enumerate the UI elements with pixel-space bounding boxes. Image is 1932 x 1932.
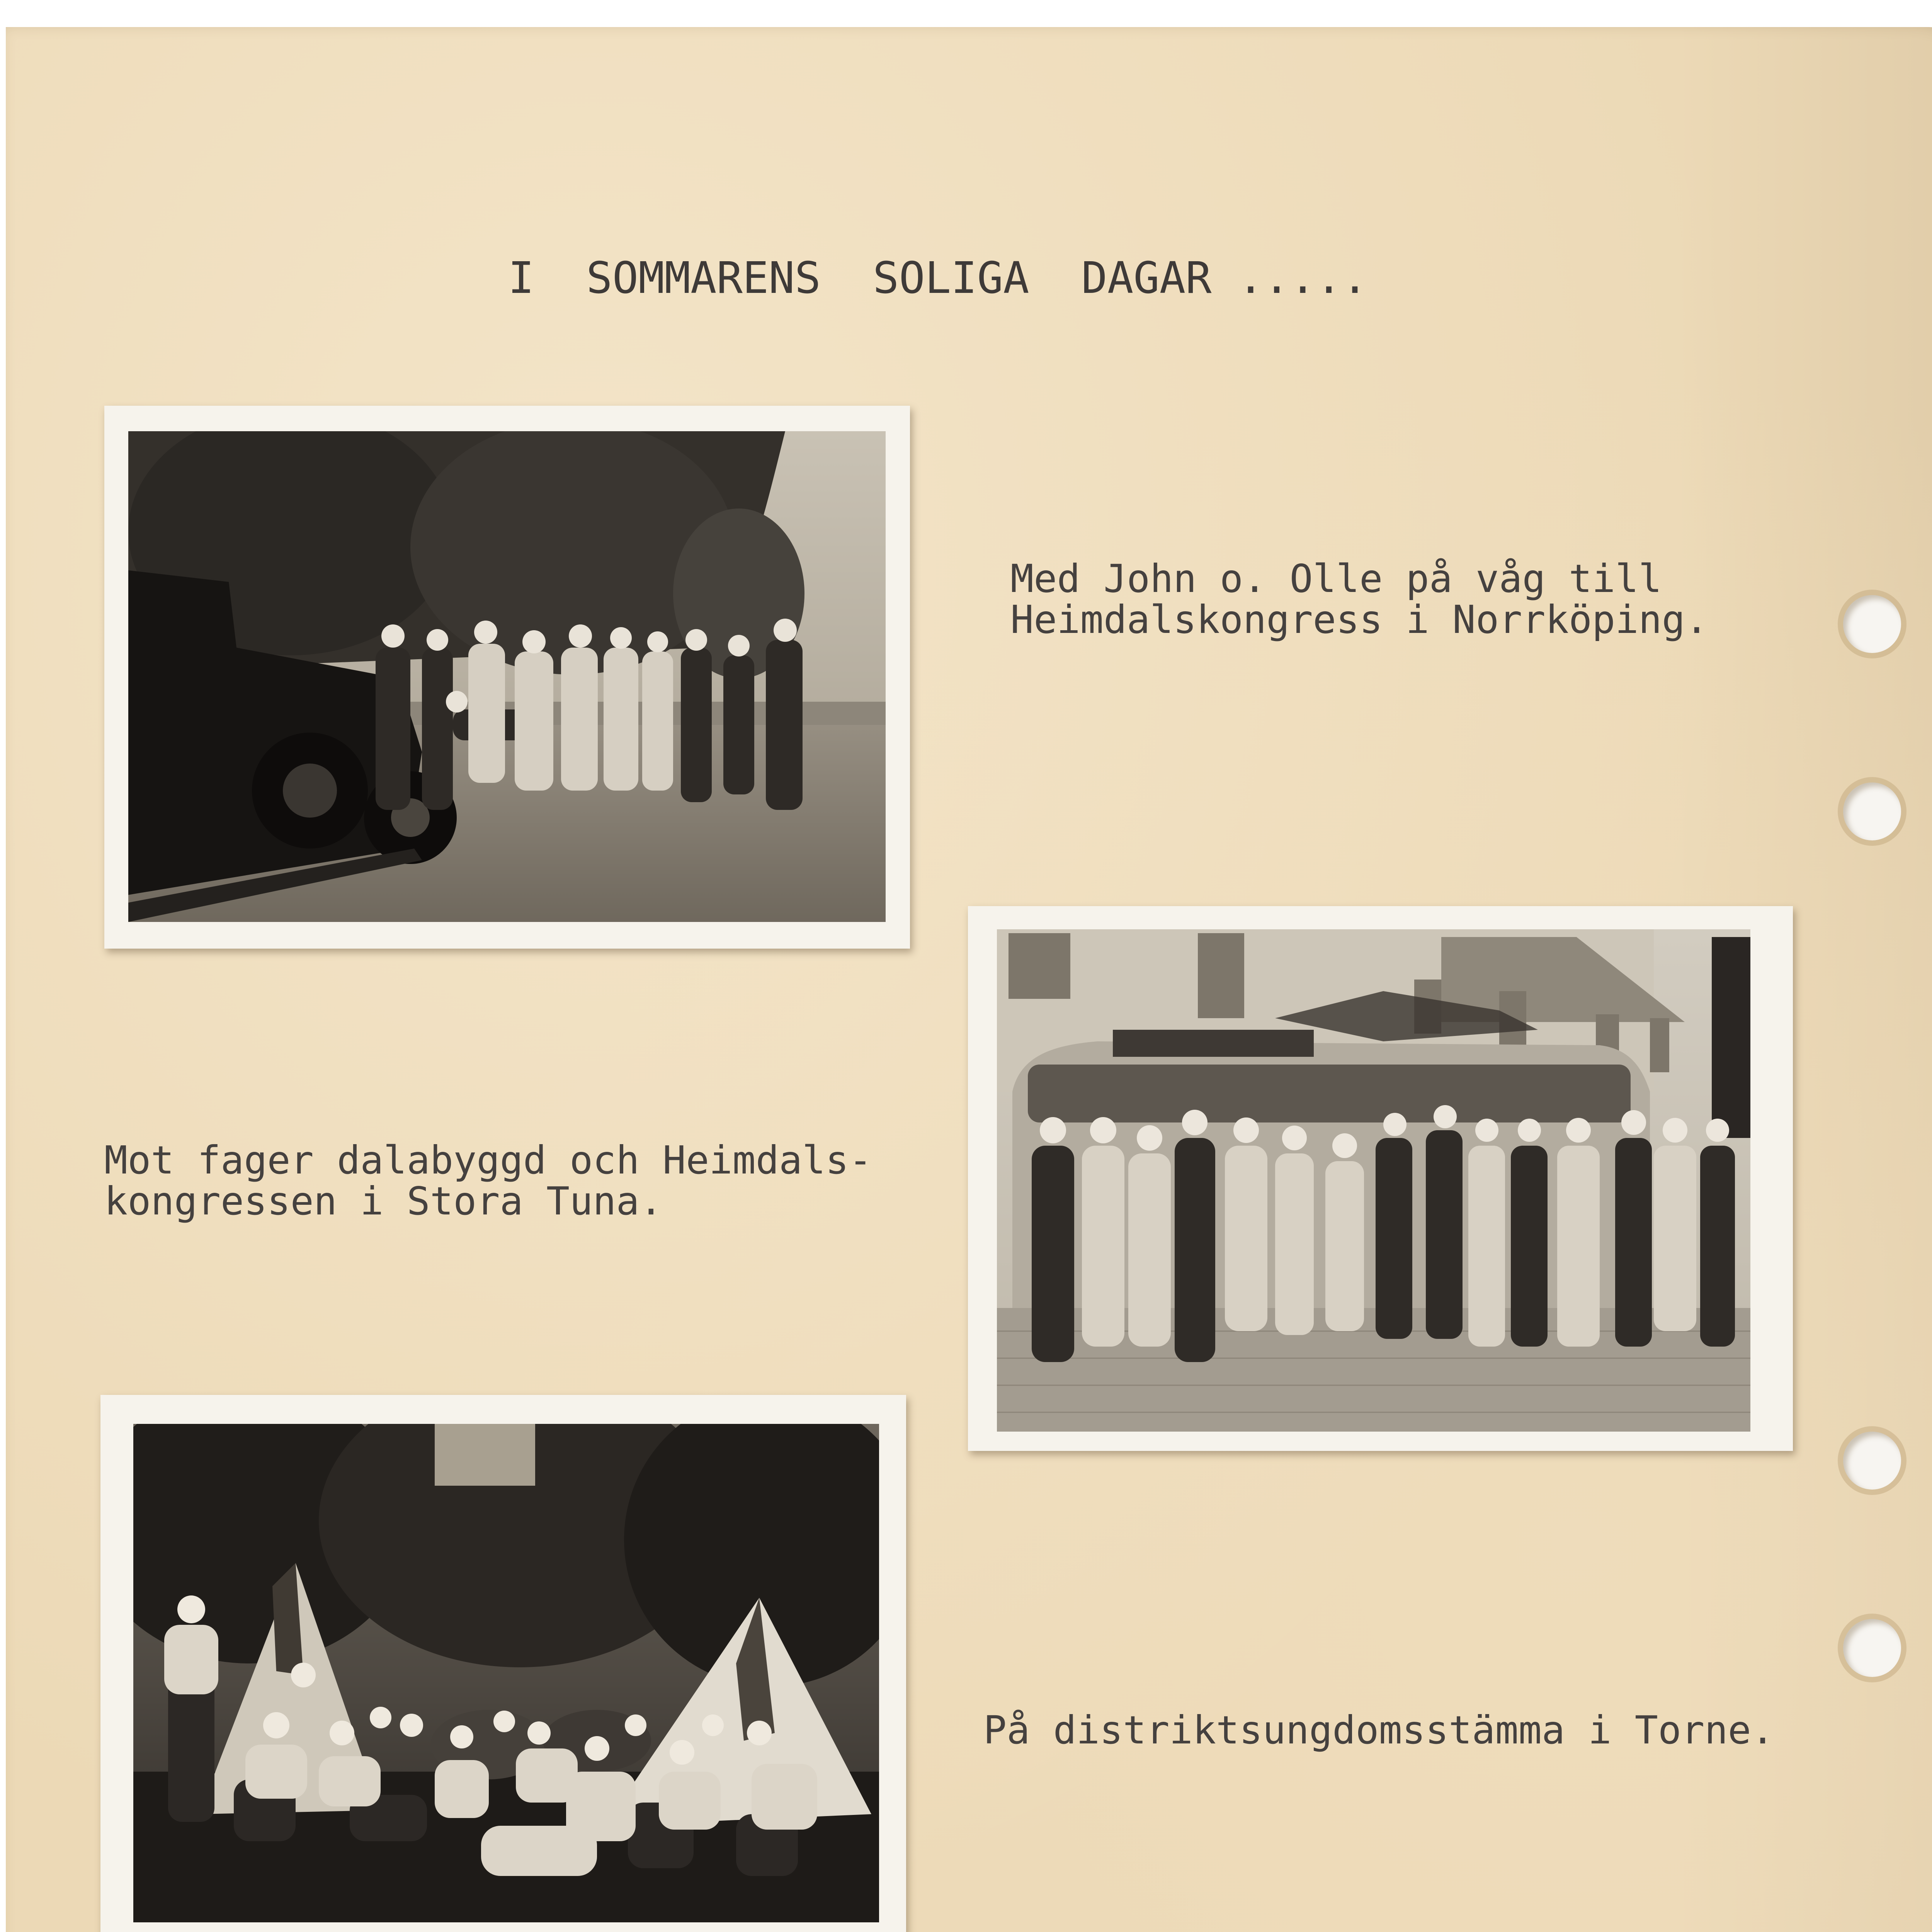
group-at-bus-photo	[968, 906, 1793, 1451]
binder-hole	[1843, 782, 1901, 840]
binder-hole	[1843, 1432, 1901, 1490]
album-page	[6, 27, 1932, 1932]
caption-photo2: Mot fager dalabyggd och Heimdals- kongressen i Stora Tuna.	[104, 1138, 872, 1224]
photo-image	[133, 1424, 879, 1922]
binder-hole	[1843, 595, 1901, 653]
page-title: I SOMMARENS SOLIGA DAGAR .....	[508, 253, 1368, 303]
photo-image	[997, 929, 1750, 1432]
binder-hole	[1843, 1619, 1901, 1677]
group-at-tents-photo	[100, 1395, 906, 1932]
group-with-cars-photo	[104, 406, 910, 949]
caption-photo3: På distriktsungdomsstämma i Torne.	[983, 1708, 1774, 1753]
caption-photo1: Med John o. Olle på våg till Heimdalskongress i Norrköping.	[1010, 556, 1709, 642]
photo-image	[128, 431, 886, 922]
